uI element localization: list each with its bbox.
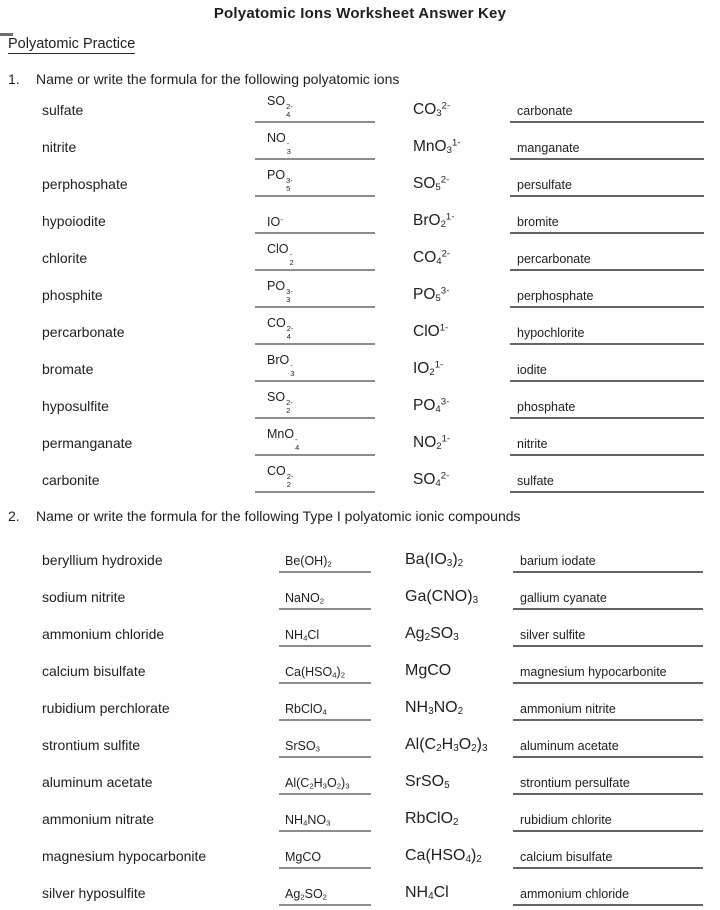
formula-answer: $NH_4Cl$ <box>285 628 320 643</box>
compound-row <box>0 651 720 688</box>
name-answer: aluminum acetate <box>520 739 619 753</box>
given-formula: $Ag_2SO_3$ <box>405 625 459 644</box>
ion-row <box>0 127 720 164</box>
formula-answer-blank <box>255 215 375 234</box>
formula-answer: NaNO$_2$ <box>285 591 325 606</box>
ion-rows <box>0 90 720 497</box>
compound-row <box>0 540 720 577</box>
name-answer-blank <box>513 850 703 869</box>
name-answer-blank <box>510 104 704 123</box>
name-answer: manganate <box>517 141 580 155</box>
formula-answer-blank <box>279 702 371 721</box>
name-answer: rubidium chlorite <box>520 813 612 827</box>
compound-row <box>0 725 720 762</box>
compound-row <box>0 762 720 799</box>
name-answer-blank <box>513 813 703 832</box>
formula-answer: CO 2- 4 <box>267 316 294 341</box>
compound-name: aluminum acetate <box>42 774 153 790</box>
given-formula: $CO_3^{2-}$ <box>413 100 451 120</box>
name-answer: phosphate <box>517 400 576 414</box>
compound-row <box>0 577 720 614</box>
compound-rows <box>0 540 720 910</box>
name-answer-blank <box>510 252 704 271</box>
given-formula: $SO_5^{2-}$ <box>413 174 450 194</box>
name-answer: hypochlorite <box>517 326 585 340</box>
formula-answer: IO- <box>267 214 283 229</box>
compound-name: ammonium nitrate <box>42 811 155 827</box>
compound-name: rubidium perchlorate <box>42 700 170 716</box>
name-answer: persulfate <box>517 178 572 192</box>
formula-answer-blank <box>279 776 371 795</box>
formula-answer: PO 3- 3 <box>267 279 293 304</box>
formula-answer: $Al(C_2H_3O_2)_3$ <box>285 776 350 791</box>
name-answer: gallium cyanate <box>520 591 607 605</box>
name-answer-blank <box>510 289 704 308</box>
compound-name: silver hyposulfite <box>42 885 146 901</box>
name-answer-blank <box>513 665 703 684</box>
compound-name: sodium nitrite <box>42 589 126 605</box>
formula-answer: RbClO$_4$ <box>285 702 327 717</box>
compound-row <box>0 836 720 873</box>
name-answer-blank <box>510 141 704 160</box>
formula-answer-blank <box>255 279 375 308</box>
question-2-prompt: Name or write the formula for the following Type I polyatomic ionic compounds <box>36 508 521 524</box>
formula-answer: BrO - 3 <box>267 353 295 378</box>
given-formula: MgCO <box>405 662 452 679</box>
formula-answer-blank <box>255 168 375 197</box>
formula-answer: NO - 3 <box>267 131 291 156</box>
question-1 <box>8 71 399 87</box>
question-2 <box>8 508 521 524</box>
given-formula: $Ga(CNO)_3$ <box>405 588 479 607</box>
ion-name: carbonite <box>42 472 100 488</box>
given-formula: $Ca(HSO_4)_2$ <box>405 847 482 866</box>
ion-row <box>0 201 720 238</box>
section-heading <box>8 36 135 52</box>
formula-answer-blank <box>255 427 375 456</box>
question-2-number: 2. <box>8 508 20 524</box>
name-answer: ammonium chloride <box>520 887 630 901</box>
ion-name: chlorite <box>42 250 88 266</box>
compound-name: strontium sulfite <box>42 737 141 753</box>
name-answer-blank <box>513 887 703 906</box>
formula-answer-blank <box>279 628 371 647</box>
name-answer: percarbonate <box>517 252 591 266</box>
ion-row <box>0 90 720 127</box>
ion-row <box>0 238 720 275</box>
formula-answer-blank <box>279 739 371 758</box>
question-1-number: 1. <box>8 71 20 87</box>
compound-name: beryllium hydroxide <box>42 552 163 568</box>
compound-row <box>0 799 720 836</box>
formula-answer-blank <box>279 887 371 906</box>
ion-name: hyposulfite <box>42 398 109 414</box>
given-formula: $IO_2^{1-}$ <box>413 359 444 379</box>
formula-answer-blank <box>279 850 371 869</box>
name-answer: calcium bisulfate <box>520 850 613 864</box>
name-answer: sulfate <box>517 474 554 488</box>
name-answer: ammonium nitrite <box>520 702 616 716</box>
name-answer: barium iodate <box>520 554 596 568</box>
formula-answer: MnO - 4 <box>267 427 300 452</box>
formula-answer-blank <box>255 316 375 345</box>
given-formula: $PO_4^{3-}$ <box>413 396 450 416</box>
section-heading-text: Polyatomic Practice <box>8 36 136 52</box>
name-answer: iodite <box>517 363 547 377</box>
ion-row <box>0 349 720 386</box>
name-answer-blank <box>513 739 703 758</box>
given-formula: RbClO$_2$ <box>405 810 459 829</box>
given-formula: $CO_4^{2-}$ <box>413 248 451 268</box>
given-formula: SrSO$_5$ <box>405 773 450 792</box>
given-formula: $PO_5^{3-}$ <box>413 285 450 305</box>
given-formula: $NH_4Cl$ <box>405 884 449 903</box>
given-formula: $SO_4^{2-}$ <box>413 470 450 490</box>
name-answer-blank <box>510 400 704 419</box>
name-answer-blank <box>510 474 704 493</box>
formula-answer: MgCO <box>285 850 322 864</box>
ion-row <box>0 423 720 460</box>
formula-answer-blank <box>279 665 371 684</box>
ion-row <box>0 386 720 423</box>
given-formula: ClO$^{1-}$ <box>413 322 449 340</box>
name-answer: magnesium hypocarbonite <box>520 665 667 679</box>
formula-answer-blank <box>255 94 375 123</box>
compound-name: magnesium hypocarbonite <box>42 848 207 864</box>
formula-answer: $Be(OH)_2$ <box>285 554 332 569</box>
name-answer-blank <box>510 178 704 197</box>
compound-row <box>0 873 720 910</box>
formula-answer-blank <box>255 353 375 382</box>
name-answer-blank <box>510 437 704 456</box>
formula-answer: SO 2- 4 <box>267 94 293 119</box>
question-1-prompt: Name or write the formula for the following polyatomic ions <box>36 71 400 87</box>
ion-name: nitrite <box>42 139 77 155</box>
ion-name: bromate <box>42 361 94 377</box>
name-answer: strontium persulfate <box>520 776 630 790</box>
name-answer: bromite <box>517 215 559 229</box>
compound-row <box>0 614 720 651</box>
name-answer: perphosphate <box>517 289 594 303</box>
name-answer-blank <box>513 702 703 721</box>
formula-answer: ClO - 2 <box>267 242 294 267</box>
formula-answer-blank <box>255 131 375 160</box>
name-answer: nitrite <box>517 437 548 451</box>
given-formula: $NO_2^{1-}$ <box>413 433 451 453</box>
ion-name: hypoiodite <box>42 213 106 229</box>
compound-name: calcium bisulfate <box>42 663 146 679</box>
ion-row <box>0 275 720 312</box>
compound-row <box>0 688 720 725</box>
name-answer-blank <box>513 628 703 647</box>
formula-answer-blank <box>255 390 375 419</box>
formula-answer: $Ca(HSO_4)_2$ <box>285 665 346 680</box>
formula-answer-blank <box>255 242 375 271</box>
compound-name: ammonium chloride <box>42 626 165 642</box>
ion-row <box>0 460 720 497</box>
name-answer: carbonate <box>517 104 573 118</box>
formula-answer: $NH_4NO_3$ <box>285 813 331 828</box>
given-formula: $Al(C_2H_3O_2)_3$ <box>405 736 488 755</box>
ion-name: permanganate <box>42 435 133 451</box>
formula-answer-blank <box>279 591 371 610</box>
name-answer-blank <box>513 591 703 610</box>
name-answer: silver sulfite <box>520 628 586 642</box>
ion-name: perphosphate <box>42 176 128 192</box>
given-formula: $NH_3NO_2$ <box>405 699 464 718</box>
formula-answer: SO 2- 2 <box>267 390 293 415</box>
formula-answer-blank <box>255 464 375 493</box>
ion-row <box>0 164 720 201</box>
given-formula: BrO$_2^{1-}$ <box>413 211 455 231</box>
formula-answer: SrSO$_3$ <box>285 739 320 754</box>
ion-row <box>0 312 720 349</box>
name-answer-blank <box>510 326 704 345</box>
name-answer-blank <box>513 554 703 573</box>
given-formula: MnO$_3^{1-}$ <box>413 137 461 157</box>
given-formula: $Ba(IO_3)_2$ <box>405 551 464 570</box>
formula-answer: CO 2- 2 <box>267 464 294 489</box>
name-answer-blank <box>513 776 703 795</box>
ion-name: sulfate <box>42 102 84 118</box>
page-title: Polyatomic Ions Worksheet Answer Key <box>213 5 507 22</box>
ion-name: phosphite <box>42 287 103 303</box>
formula-answer-blank <box>279 554 371 573</box>
name-answer-blank <box>510 215 704 234</box>
name-answer-blank <box>510 363 704 382</box>
formula-answer: $Ag_2SO_2$ <box>285 887 327 902</box>
formula-answer: PO 3- 5 <box>267 168 293 193</box>
formula-answer-blank <box>279 813 371 832</box>
ion-name: percarbonate <box>42 324 125 340</box>
